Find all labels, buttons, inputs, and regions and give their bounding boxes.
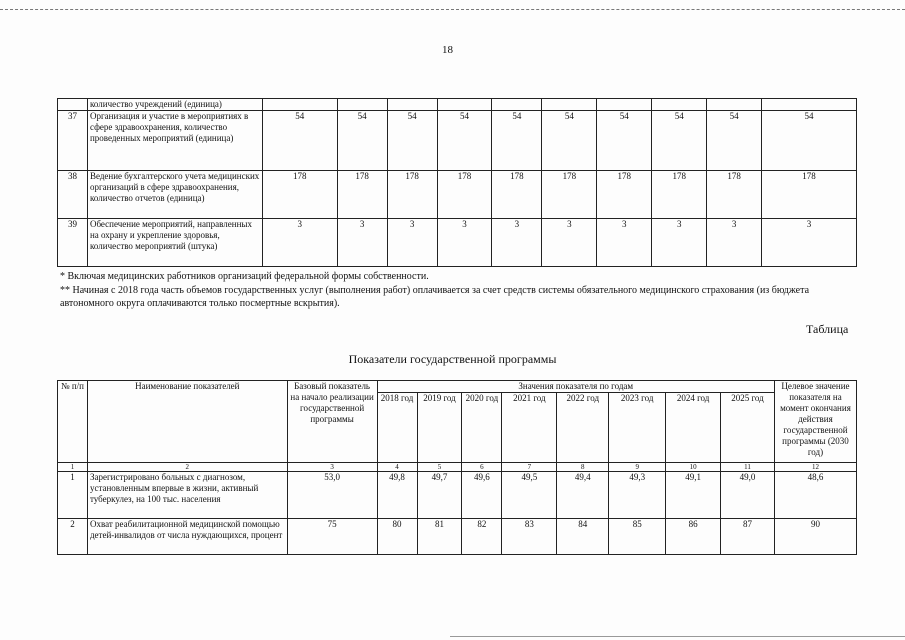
row-name: Охват реабилитационной медицинской помощью детей-инвалидов от числа нуждающихся, процент [87,519,287,555]
value-cell: 178 [597,171,652,219]
value-cell: 3 [262,219,337,267]
value-cell: 54 [492,111,542,171]
column-index: 6 [462,463,502,472]
value-cell: 3 [387,219,437,267]
value-cell: 54 [542,111,597,171]
base-value: 75 [287,519,377,555]
column-index: 9 [609,463,666,472]
header-row [58,381,857,393]
target-value: 48,6 [774,472,856,519]
column-index: 5 [417,463,462,472]
page-top-edge [0,9,905,10]
value-cell: 54 [652,111,707,171]
value-cell: 49,6 [462,472,502,519]
column-index: 12 [774,463,856,472]
value-cell: 178 [542,171,597,219]
value-cell: 83 [502,519,557,555]
partial-row-label: количество учреждений (единица) [87,99,262,111]
header-target: Целевое значение показателя на момент окончания действия государственной программы (2030 год) [774,381,856,463]
table-row [58,171,857,219]
column-index: 1 [58,463,88,472]
page-bottom-edge [450,636,905,637]
value-cell: 81 [417,519,462,555]
base-value: 53,0 [287,472,377,519]
value-cell: 87 [721,519,775,555]
column-index: 3 [287,463,377,472]
column-index: 7 [502,463,557,472]
value-cell: 178 [652,171,707,219]
header-num: № п/п [58,381,88,463]
value-cell: 49,0 [721,472,775,519]
value-cell: 3 [597,219,652,267]
row-number: 1 [58,472,88,519]
header-year: 2022 год [557,393,609,463]
value-cell: 178 [387,171,437,219]
table-row [58,111,857,171]
header-base: Базовый показатель на начало реализации государственной программы [287,381,377,463]
program-indicators-table [57,380,857,555]
indicators-table-continued [57,98,857,267]
value-cell: 85 [609,519,666,555]
footnote-1: * Включая медицинских работников организаций федеральной формы собственности. [60,271,429,282]
column-index: 10 [666,463,721,472]
header-year: 2024 год [666,393,721,463]
value-cell: 54 [262,111,337,171]
value-cell: 49,5 [502,472,557,519]
value-cell: 54 [387,111,437,171]
header-name: Наименование показателей [87,381,287,463]
value-cell: 3 [542,219,597,267]
value-cell: 178 [707,171,762,219]
value-cell: 178 [262,171,337,219]
table-row [58,219,857,267]
row-name: Ведение бухгалтерского учета медицинских организаций в сфере здравоохранения, количество отчетов (единица) [87,171,262,219]
value-cell: 82 [462,519,502,555]
value-cell: 49,1 [666,472,721,519]
footnote-2: ** Начиная с 2018 года часть объемов государственных услуг (выполнения работ) оплачивается за счет средств системы обязательного медицинского страхования (из бюджета автономного округа оплачиваются только посмертные вскрытия). [60,285,810,309]
value-cell: 178 [762,171,857,219]
value-cell: 3 [707,219,762,267]
row-name: Зарегистрировано больных с диагнозом, установленным впервые в жизни, активный туберкулез, на 100 тыс. населения [87,472,287,519]
value-cell: 3 [337,219,387,267]
row-name: Организация и участие в мероприятиях в сфере здравоохранения, количество проведенных мероприятий (единица) [87,111,262,171]
value-cell: 49,4 [557,472,609,519]
value-cell: 80 [377,519,417,555]
header-years-group: Значения показателя по годам [377,381,774,393]
value-cell: 54 [707,111,762,171]
value-cell: 178 [492,171,542,219]
value-cell: 49,8 [377,472,417,519]
header-year: 2020 год [462,393,502,463]
value-cell: 3 [652,219,707,267]
value-cell: 84 [557,519,609,555]
table-title: Показатели государственной программы [348,352,557,366]
header-year: 2021 год [502,393,557,463]
header-year: 2018 год [377,393,417,463]
header-year: 2025 год [721,393,775,463]
header-year: 2019 год [417,393,462,463]
column-index: 4 [377,463,417,472]
header-year: 2023 год [609,393,666,463]
row-number: 2 [58,519,88,555]
value-cell: 3 [762,219,857,267]
value-cell: 54 [762,111,857,171]
value-cell: 178 [337,171,387,219]
value-cell: 86 [666,519,721,555]
table-label: Таблица [806,322,849,336]
row-name: Обеспечение мероприятий, направленных на охрану и укрепление здоровья, количество мероприятий (штука) [87,219,262,267]
value-cell: 49,7 [417,472,462,519]
table-row [58,99,857,111]
target-value: 90 [774,519,856,555]
value-cell: 49,3 [609,472,666,519]
table-row [58,472,857,519]
row-number: 39 [58,219,88,267]
row-number: 38 [58,171,88,219]
value-cell: 54 [597,111,652,171]
table-row [58,519,857,555]
row-number: 37 [58,111,88,171]
page-number: 18 [442,44,453,56]
column-index: 11 [721,463,775,472]
column-index: 2 [87,463,287,472]
value-cell: 54 [337,111,387,171]
column-index: 8 [557,463,609,472]
value-cell: 54 [437,111,492,171]
value-cell: 3 [437,219,492,267]
value-cell: 3 [492,219,542,267]
value-cell: 178 [437,171,492,219]
column-index-row [58,463,857,472]
